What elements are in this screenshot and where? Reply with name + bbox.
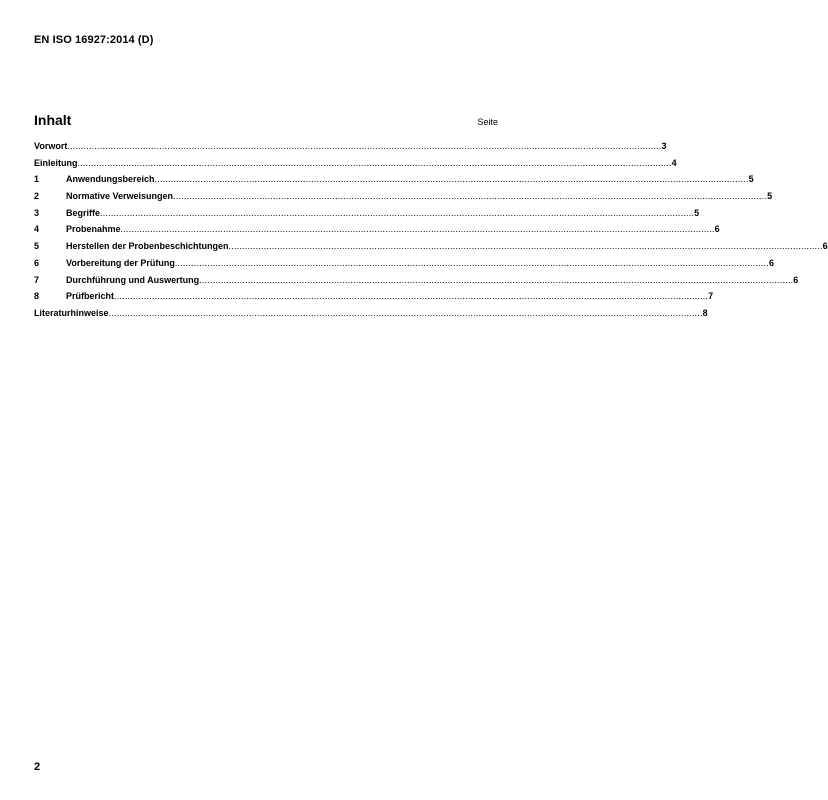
toc-entry-number: 4 — [34, 224, 40, 235]
toc-entry-page: 8 — [702, 307, 708, 318]
toc-entry-2[interactable] — [34, 191, 773, 208]
page-number: 2 — [34, 761, 41, 773]
toc-leader-dots: ............................................................................................................................................................................................................................ — [77, 157, 672, 168]
toc-entry-page: 4 — [671, 157, 677, 168]
toc-entry-label: Prüfbericht — [66, 291, 115, 302]
toc-entry-page: 6 — [793, 274, 799, 285]
toc-leader-dots: ............................................................................................................................................................................................................................ — [100, 207, 695, 218]
toc-leader-dots: ............................................................................................................................................................................................................................ — [154, 174, 749, 185]
toc-entry-einleitung[interactable] — [34, 157, 677, 175]
toc-leader-dots: ............................................................................................................................................................................................................................ — [228, 241, 823, 252]
toc-entry-page: 5 — [694, 207, 700, 218]
toc-entry-label: Durchführung und Auswertung — [66, 274, 200, 285]
toc-entry-vorwort[interactable] — [34, 141, 667, 158]
toc-heading-row — [34, 112, 498, 128]
toc-entry-number: 2 — [34, 191, 40, 202]
toc-entry-page: 6 — [768, 257, 774, 268]
toc-entry-label: Vorwort — [34, 141, 68, 151]
toc-leader-dots: ............................................................................................................................................................................................................................ — [108, 307, 703, 318]
toc-leader-dots: ............................................................................................................................................................................................................................ — [120, 224, 715, 235]
toc-entry-literaturhinweise[interactable] — [34, 307, 708, 325]
toc-leader-dots: ............................................................................................................................................................................................................................ — [173, 191, 768, 202]
toc-entry-number: 8 — [34, 291, 40, 302]
toc-entry-page: 3 — [661, 141, 667, 151]
toc-entry-5[interactable] — [34, 241, 828, 258]
toc-entry-1[interactable] — [34, 174, 754, 191]
toc-entry-label: Herstellen der Probenbeschichtungen — [66, 241, 229, 252]
toc-entry-label: Normative Verweisungen — [66, 191, 174, 202]
toc-entry-7[interactable] — [34, 274, 799, 292]
toc-entry-number: 7 — [34, 274, 40, 285]
toc-entry-8[interactable] — [34, 291, 714, 308]
toc-entry-number: 5 — [34, 241, 40, 252]
toc-entry-page: 6 — [822, 241, 828, 252]
toc-entry-number: 6 — [34, 257, 40, 268]
toc-entry-number: 3 — [34, 207, 40, 218]
toc-entry-label: Begriffe — [66, 207, 101, 218]
toc-entry-6[interactable] — [34, 257, 774, 275]
toc-entry-number: 1 — [34, 174, 40, 185]
toc-entry-label: Vorbereitung der Prüfung — [66, 257, 175, 268]
toc-page-column-label: Seite — [477, 117, 498, 127]
toc-leader-dots: ............................................................................................................................................................................................................................ — [114, 291, 709, 302]
toc-entry-label: Anwendungsbereich — [66, 174, 155, 185]
toc-entry-label: Einleitung — [34, 157, 78, 168]
document-id-header: EN ISO 16927:2014 (D) — [34, 34, 154, 46]
toc-entry-page: 5 — [748, 174, 754, 185]
toc-leader-dots: ............................................................................................................................................................................................................................ — [199, 274, 794, 285]
toc-title: Inhalt — [34, 112, 72, 128]
toc-entry-3[interactable] — [34, 207, 700, 225]
toc-entry-label: Probenahme — [66, 224, 121, 235]
toc-leader-dots: ............................................................................................................................................................................................................................ — [174, 257, 769, 268]
toc-entry-4[interactable] — [34, 224, 720, 241]
table-of-contents — [34, 141, 828, 325]
toc-entry-page: 6 — [714, 224, 720, 235]
toc-leader-dots: ............................................................................................................................................................................................................................ — [67, 141, 662, 151]
toc-entry-page: 7 — [708, 291, 714, 302]
toc-entry-label: Literaturhinweise — [34, 307, 109, 318]
toc-entry-page: 5 — [767, 191, 773, 202]
